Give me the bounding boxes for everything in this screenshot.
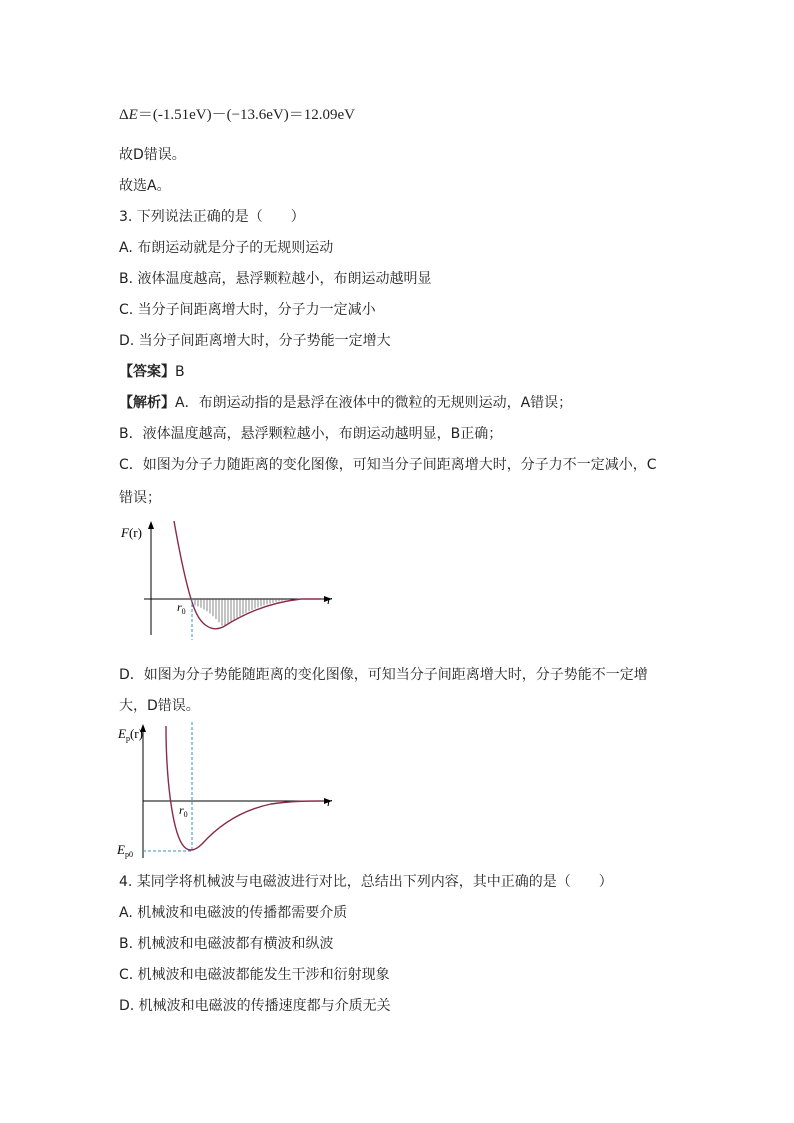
y-axis-label: F(r): [121, 525, 142, 540]
question-3-option-c: C. 当分子间距离增大时，分子力一定减小: [119, 302, 376, 318]
x-axis-label: r: [327, 794, 333, 809]
question-3-option-d: D. 当分子间距离增大时，分子势能一定增大: [119, 333, 391, 349]
question-3-stem: 3. 下列说法正确的是（ ）: [119, 209, 305, 225]
delta-symbol: Δ: [119, 107, 129, 123]
question-4-option-d: D. 机械波和电磁波的传播速度都与介质无关: [119, 998, 391, 1014]
analysis-line-a: [119, 393, 572, 413]
answer-label: 【答案】: [119, 364, 175, 380]
question-4-option-b: B. 机械波和电磁波都有横波和纵波: [119, 936, 334, 952]
hatched-region: [195, 599, 285, 626]
r0-label: $r_0$: [177, 600, 186, 616]
energy-difference-formula: [119, 105, 355, 125]
force-distance-figure: [116, 515, 341, 640]
ep0-label: $E_{p0}$: [117, 842, 133, 859]
formula-variable: E: [128, 107, 138, 123]
question-4-option-c: C. 机械波和电磁波都能发生干涉和衍射现象: [119, 967, 390, 983]
y-axis-arrow: [148, 521, 154, 529]
y-axis-label: $E_p(r)$: [118, 726, 143, 743]
question-3-option-a: A. 布朗运动就是分子的无规则运动: [119, 240, 334, 256]
text-line: 故D错误。: [119, 147, 186, 163]
question-4-stem: 4. 某同学将机械波与电磁波进行对比，总结出下列内容，其中正确的是（ ）: [119, 874, 613, 890]
answer-line: [119, 362, 185, 382]
equals-sign: ＝: [137, 107, 153, 123]
analysis-label: 【解析】: [119, 395, 175, 411]
formula-rhs: (‐1.51eV)－(−13.6eV)＝12.09eV: [152, 107, 355, 123]
analysis-text: A．布朗运动指的是悬浮在液体中的微粒的无规则运动，A错误；: [175, 395, 573, 411]
analysis-line-c: C．如图为分子力随距离的变化图像，可知当分子间距离增大时，分子力不一定减小，C: [119, 457, 657, 473]
x-axis-label: r: [327, 592, 333, 607]
potential-curve: [166, 726, 321, 850]
r0-label: $r_0$: [179, 803, 188, 819]
analysis-line-c-cont: 错误；: [119, 490, 161, 506]
question-3-option-b: B. 液体温度越高，悬浮颗粒越小，布朗运动越明显: [119, 271, 432, 287]
text-line: 故选A。: [119, 178, 171, 194]
force-curve: [174, 521, 321, 629]
answer-value: B: [175, 364, 185, 380]
analysis-line-d-cont: 大，D错误。: [119, 698, 200, 714]
analysis-line-d: D．如图为分子势能随距离的变化图像，可知当分子间距离增大时，分子势能不一定增: [119, 667, 648, 683]
potential-energy-figure: [116, 718, 346, 863]
analysis-line-b: B．液体温度越高，悬浮颗粒越小，布朗运动越明显，B正确；: [119, 426, 503, 442]
question-4-option-a: A. 机械波和电磁波的传播都需要介质: [119, 905, 348, 921]
